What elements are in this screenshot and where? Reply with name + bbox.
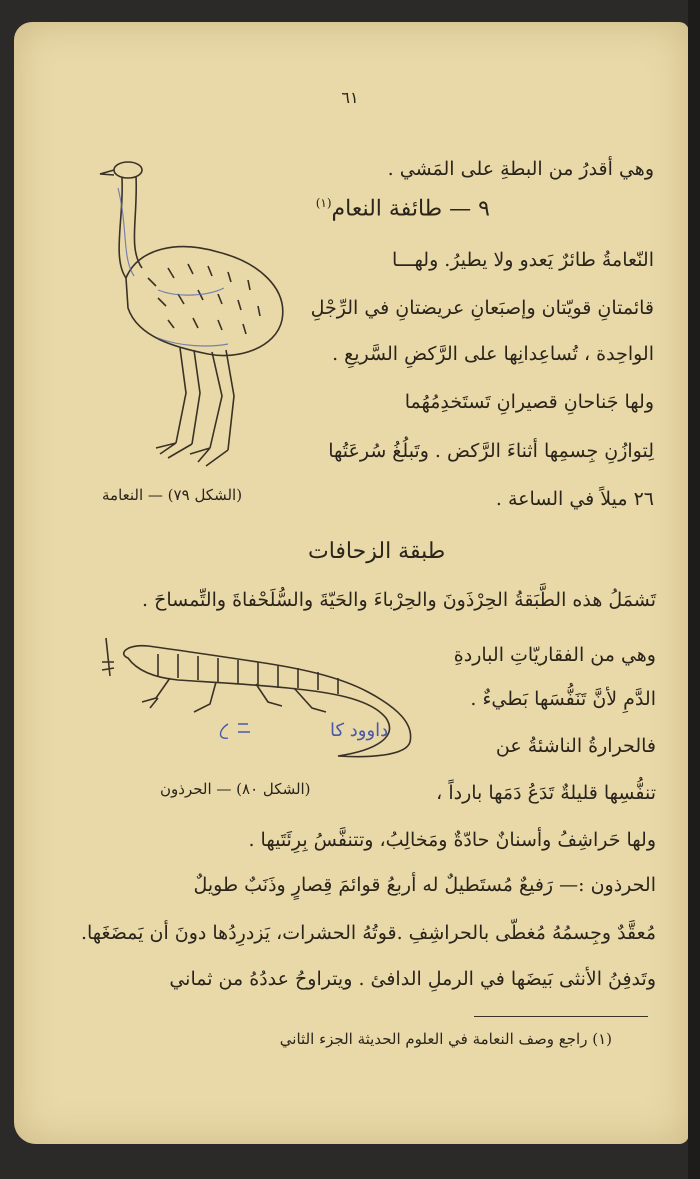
reptiles-line: مُعقَّدٌ وجِسمُهُ مُغطّى بالحراشِفِ .قوتُهُ الحشرات، يَزدرِدُها دونَ أن يَمضَغَها. bbox=[80, 922, 656, 944]
ostrich-line: لِتوازُنِ جِسمِها أثناءَ الرَّكض . وتَبلُغُ سُرعَتُها bbox=[328, 440, 654, 462]
section-heading-reptiles: طبقة الزحافات bbox=[308, 539, 446, 564]
ostrich-line: الواحِدة ، تُساعِدانِها على الرَّكضِ السَّريعِ . bbox=[332, 343, 654, 365]
handwritten-note: داوود كا bbox=[330, 720, 389, 741]
footnote: (١) راجع وصف النعامة في العلوم الحديثة الجزء الثاني bbox=[279, 1030, 612, 1048]
page-number: ٦١ bbox=[341, 88, 359, 107]
lizard-figure-caption: (الشكل ٨٠) — الحرذون bbox=[160, 780, 311, 798]
section-heading-text: ٩ — طائفة النعام bbox=[331, 196, 490, 222]
ostrich-line: قائمتانِ قويّتان وإصبَعانِ عريضتانِ في الرِّجْلِ bbox=[310, 297, 654, 319]
ostrich-line: ولها جَناحانِ قصيرانِ تَستَخدِمُهُما bbox=[404, 391, 654, 413]
footnote-rule bbox=[474, 1016, 648, 1017]
reptiles-line: الدَّمِ لأنَّ تَنَفُّسَها بَطيءٌ . bbox=[470, 688, 656, 710]
reptiles-line: تنفُّسِها قليلةٌ تَدَعُ دَمَها بارداً ، bbox=[436, 782, 656, 804]
reptiles-line: وتَدفِنُ الأنثى بَيضَها في الرملِ الدافئ . ويتراوحُ عددُهُ من ثماني bbox=[169, 968, 656, 990]
ostrich-illustration bbox=[98, 148, 298, 478]
reptiles-line: فالحرارةُ الناشئةُ عن bbox=[495, 735, 656, 757]
intro-line: وهي أقدرُ من البطةِ على المَشي . bbox=[387, 158, 654, 180]
footnote-marker: (١) bbox=[315, 196, 332, 210]
section-heading-ostrich bbox=[316, 196, 490, 221]
page-edge bbox=[688, 0, 700, 1179]
reptiles-line: ولها حَراشِفُ وأسنانٌ حادّةٌ ومَخالِبُ، وتتنفَّسُ بِرِئَتَيها . bbox=[248, 829, 656, 851]
ostrich-line: النّعامةُ طائرٌ يَعدو ولا يطيرُ. ولهـــا bbox=[392, 249, 654, 271]
ostrich-line: ٢٦ ميلاً في الساعة . bbox=[495, 488, 654, 510]
reptiles-line: الحرذون :— رَفيعٌ مُستَطيلٌ له أربعُ قوائمَ قِصارٍ وذَنَبٌ طويلٌ bbox=[193, 874, 656, 896]
reptiles-line: وهي من الفقاريّاتِ الباردةِ bbox=[453, 644, 656, 666]
lizard-illustration bbox=[98, 632, 420, 762]
reptiles-intro: تَشمَلُ هذه الطَّبَقةُ الحِرْذَونَ والحِرْباءَ والحَيّةَ والسُّلَحْفاةَ والتِّمساحَ . bbox=[141, 589, 656, 611]
ostrich-figure-caption: (الشكل ٧٩) — النعامة bbox=[102, 486, 243, 504]
